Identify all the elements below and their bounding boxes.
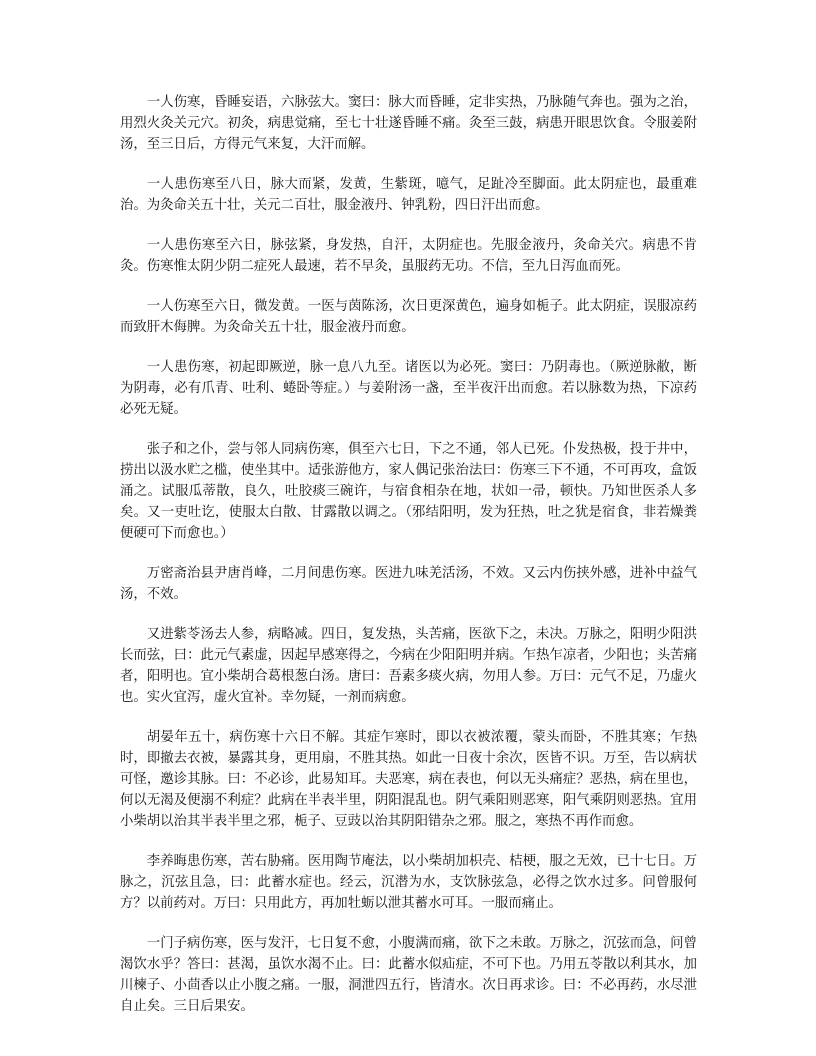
paragraph-3: 一人患伤寒至六日，脉弦紧，身发热，自汗，太阴症也。先服金液丹，灸命关穴。病患不肯灸。伤寒惟太阴少阴二症死人最速，若不早灸，虽服药无功。不信，至九日泻血而死。 <box>120 238 697 274</box>
paragraph-5: 一人患伤寒，初起即厥逆，脉一息八九至。诸医以为必死。窦曰：乃阴毒也。（厥逆脉敝，断为阴毒，必有爪青、吐利、蜷卧等症。）与姜附汤一盏，至半夜汗出而愈。若以脉数为热，下凉药必死无疑。 <box>120 360 697 417</box>
paragraph-9: 胡晏年五十，病伤寒十六日不解。其症乍寒时，即以衣被浓覆，蒙头而卧，不胜其寒；乍热时，即撤去衣被，暴露其身，更用扇，不胜其热。如此一日夜十余次，医皆不识。万至，告以病状可怪，邀诊其脉。曰：不必诊，此易知耳。夫恶寒，病在表也，何以无头痛症？恶热，病在里也，何以无渴及便溺不利症？此病在半表半里，阴阳混乱也。阴气乘阳则恶寒，阳气乘阴则恶热。宜用小柴胡以治其半表半里之邪，栀子、豆豉以治其阴阳错杂之邪。服之，寒热不再作而愈。 <box>120 730 697 829</box>
paragraph-7: 万密斋治县尹唐肖峰，二月间患伤寒。医进九味羌活汤，不效。又云内伤挟外感，进补中益气汤，不效。 <box>120 566 697 602</box>
paragraph-10: 李养晦患伤寒，苦右胁痛。医用陶节庵法，以小柴胡加枳壳、桔梗，服之无效，已十七日。万脉之，沉弦且急，曰：此蓄水症也。经云，沉潜为水，支饮脉弦急，必得之饮水过多。问曾服何方？以前药对。万曰：只用此方，再加牡蛎以泄其蓄水可耳。一服而痛止。 <box>120 854 697 911</box>
paragraph-6: 张子和之仆，尝与邻人同病伤寒，俱至六七日，下之不通，邻人已死。仆发热极，投于井中，捞出以汲水贮之槛，使坐其中。适张游他方，家人偶记张治法曰：伤寒三下不通，不可再攻，盒饭涌之。试服瓜蒂散，良久，吐胶痰三碗许，与宿食相杂在地，状如一帚，顿快。乃知世医杀人多矣。又一吏吐讫，使服太白散、甘露散以调之。（邪结阳明，发为狂热，吐之犹是宿食，非若燥粪便硬可下而愈也。） <box>120 442 697 541</box>
paragraph-2: 一人患伤寒至八日，脉大而紧，发黄，生紫斑，噫气，足趾冷至脚面。此太阴症也，最重难治。为灸命关五十壮，关元二百壮，服金液丹、钟乳粉，四日汗出而愈。 <box>120 177 697 213</box>
paragraph-1: 一人伤寒，昏睡妄语，六脉弦大。窦曰：脉大而昏睡，定非实热，乃脉随气奔也。强为之治，用烈火灸关元穴。初灸，病患觉痛，至七十壮遂昏睡不痛。灸至三鼓，病患开眼思饮食。令服姜附汤，至三日后，方得元气来复，大汗而解。 <box>120 95 697 152</box>
paragraph-11: 一门子病伤寒，医与发汗，七日复不愈，小腹满而痛，欲下之未敢。万脉之，沉弦而急，问曾渴饮水乎？答曰：甚渴，虽饮水渴不止。曰：此蓄水似疝症，不可下也。乃用五苓散以利其水，加川楝子、小茴香以止小腹之痛。一服，洞泄四五行，皆清水。次日再求诊。曰：不必再药，水尽泄自止矣。三日后果安。 <box>120 936 697 1014</box>
paragraph-4: 一人伤寒至六日，微发黄。一医与茵陈汤，次日更深黄色，遍身如栀子。此太阴症，误服凉药而致肝木侮脾。为灸命关五十壮，服金液丹而愈。 <box>120 299 697 335</box>
paragraph-8: 又进紫苓汤去人参，病略减。四日，复发热，头苦痛，医欲下之，未决。万脉之，阳明少阳洪长而弦，曰：此元气素虚，因起早感寒得之，今病在少阳阳明并病。乍热乍凉者，少阳也；头苦痛者，阳明也。宜小柴胡合葛根葱白汤。唐曰：吾素多痰火病，勿用人参。万曰：元气不足，乃虚火也。实火宜泻，虚火宜补。幸勿疑，一剂而病愈。 <box>120 627 697 705</box>
document-page <box>120 92 697 1036</box>
